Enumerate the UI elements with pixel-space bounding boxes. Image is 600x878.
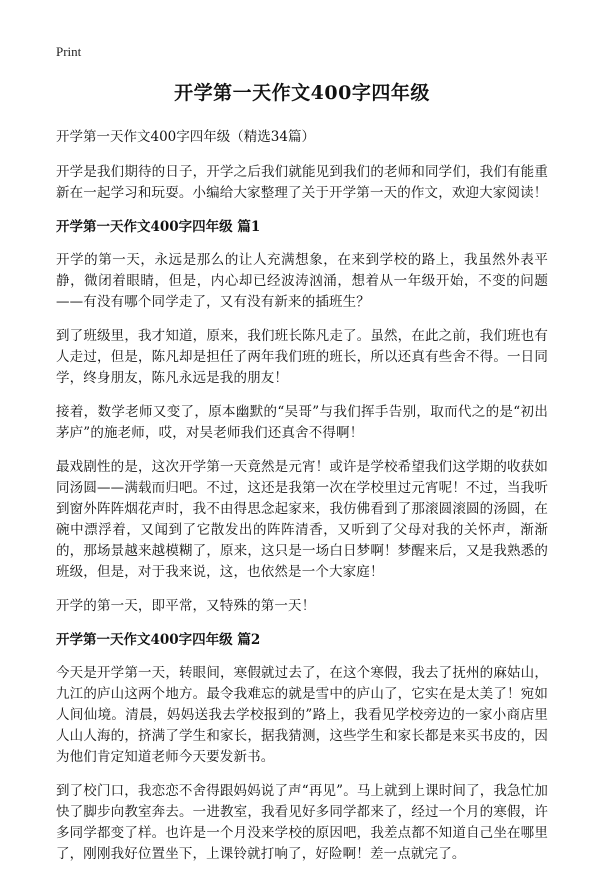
paragraph: 最戏剧性的是，这次开学第一天竟然是元宵！或许是学校希望我们这学期的收获如同汤圆——满载而归吧。不过，这还是我第一次在学校里过元宵呢！不过，当我听到窗外阵阵烟花声时，我不由得思念起家来，我仿佛看到了那滚圆滚圆的汤圆，在碗中漂浮着，又闻到了它散发出的阵阵清香，又听到了父母对我的关怀声，渐渐的，那场景越来越模糊了，原来，这只是一场白日梦啊！梦醒来后，又是我熟悉的班级，但是，对于我来说，这，也依然是一个大家庭！ <box>56 459 548 580</box>
paragraph: 开学的第一天，永远是那么的让人充满想象，在来到学校的路上，我虽然外表平静，微闭着眼睛，但是，内心却已经波涛汹涌，想着从一年级开始，不变的问题——有没有哪个同学走了，又有没有新来的插班生？ <box>56 252 548 310</box>
section-heading: 开学第一天作文400字四年级 篇1 <box>56 219 261 235</box>
article-subtitle: 开学第一天作文400字四年级（精选34篇） <box>56 129 315 145</box>
intro-paragraph: 开学是我们期待的日子，开学之后我们就能见到我们的老师和同学们，我们有能重新在一起学习和玩耍。小编给大家整理了关于开学第一天的作文，欢迎大家阅读！ <box>56 164 548 201</box>
paragraph: 到了班级里，我才知道，原来，我们班长陈凡走了。虽然，在此之前，我们班也有人走过，但是，陈凡却是担任了两年我们班的班长，所以还真有些舍不得。一日同学，终身朋友，陈凡永远是我的朋友！ <box>56 328 548 386</box>
paragraph: 开学的第一天，即平常，又特殊的第一天！ <box>56 598 316 614</box>
print-link[interactable]: Print <box>56 44 82 59</box>
section-heading: 开学第一天作文400字四年级 篇2 <box>56 632 261 648</box>
article <box>56 72 548 878</box>
paragraph: 今天是开学第一天，转眼间，寒假就过去了，在这个寒假，我去了抚州的麻姑山，九江的庐山这两个地方。最令我难忘的就是雪中的庐山了，它实在是太美了！宛如人间仙境。清晨，妈妈送我去学校报到的”路上，我看见学校旁边的一家小商店里人山人海的，挤满了学生和家长，据我猜测，这些学生和家长都是来买书皮的，因为他们肯定知道老师今天要发新书。 <box>56 665 548 765</box>
paragraph: 到了校门口，我恋恋不舍得跟妈妈说了声“再见”。马上就到上课时间了，我急忙加快了脚步向教室奔去。一进教室，我看见好多同学都来了，经过一个月的寒假，许多同学都变了样。也许是一个月没来学校的原因吧，我差点都不知道自己坐在哪里了，刚刚我好位置坐下，上课铃就打响了，好险啊！差一点就完了。 <box>56 783 548 862</box>
paragraph: 接着，数学老师又变了，原本幽默的“吴哥”与我们挥手告别，取而代之的是“初出茅庐”的施老师，哎，对吴老师我们还真舍不得啊！ <box>56 404 548 441</box>
page-title: 开学第一天作文400字四年级 <box>174 82 430 104</box>
